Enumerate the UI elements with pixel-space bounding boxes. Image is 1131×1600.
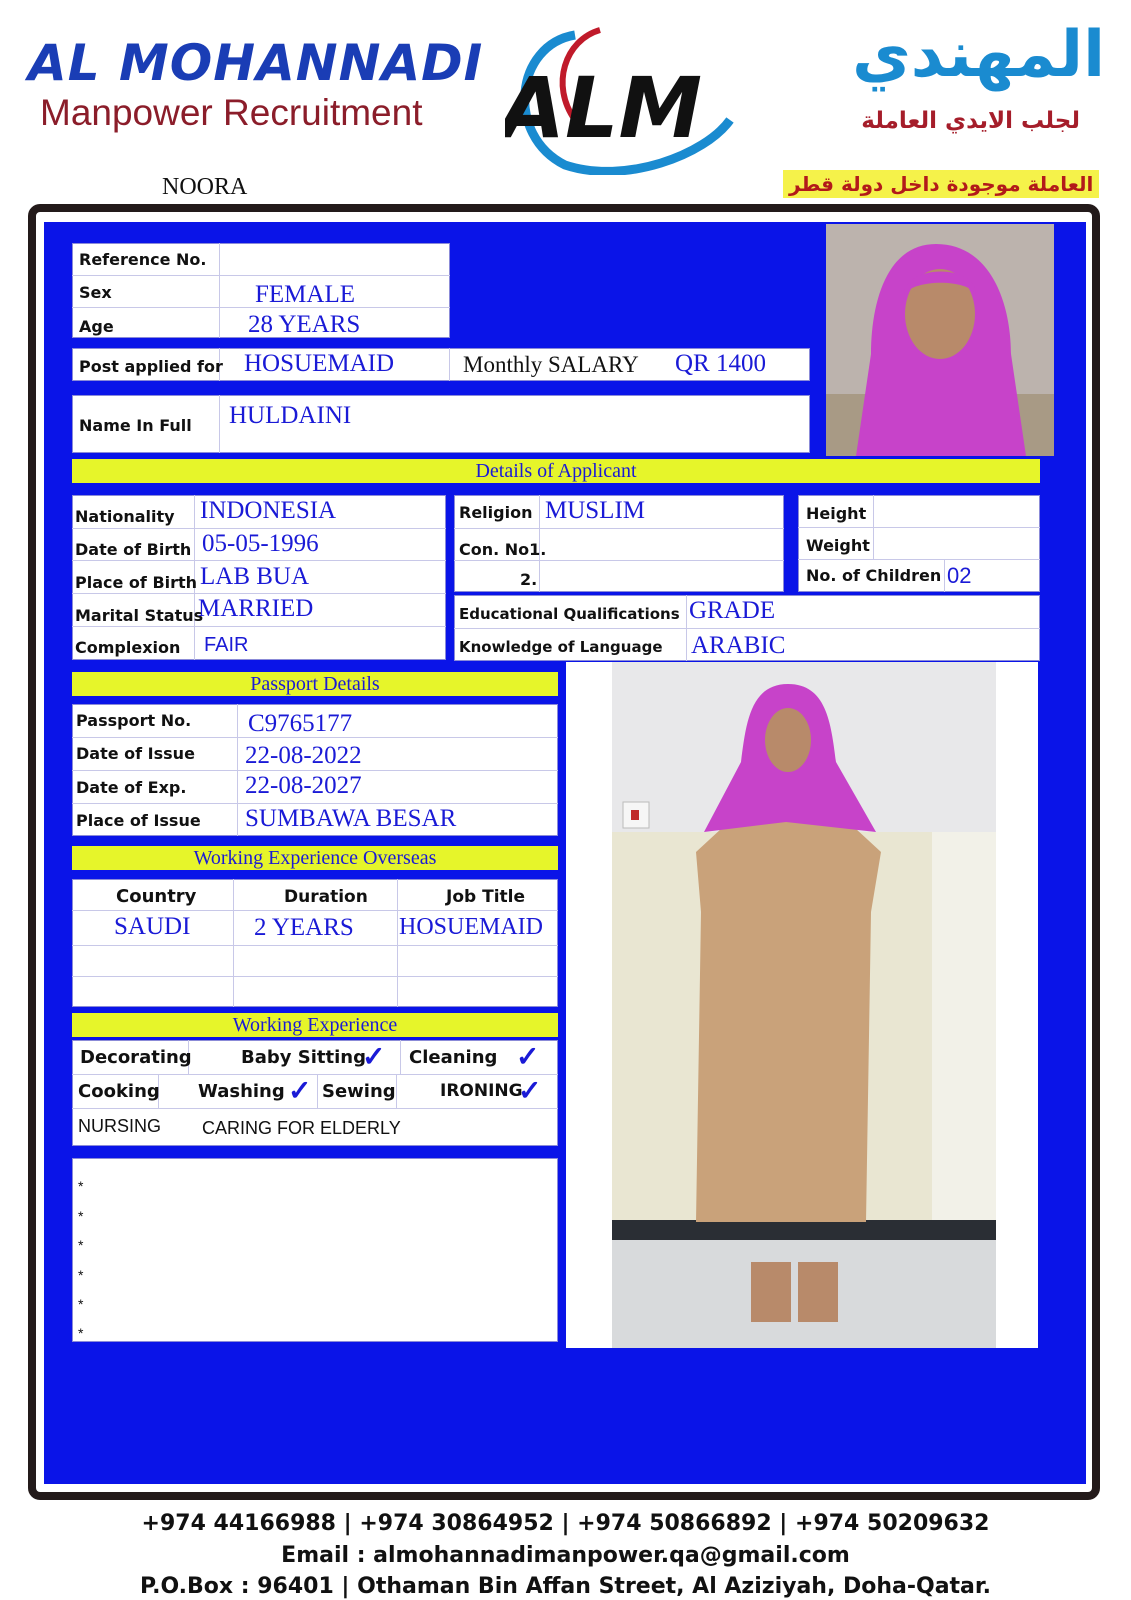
skill-caring-elderly: CARING FOR ELDERLY bbox=[202, 1118, 401, 1138]
candidate-label: NOORA bbox=[162, 174, 248, 200]
passport-no-label: Passport No. bbox=[76, 711, 192, 730]
pob-label: Place of Birth bbox=[75, 573, 198, 592]
salary-label: Monthly SALARY bbox=[463, 352, 639, 377]
post-value: HOSUEMAID bbox=[244, 350, 394, 377]
marital-label: Marital Status bbox=[75, 606, 204, 625]
footer-phones: +974 44166988 | +974 30864952 | +974 50866892 | +974 50209632 bbox=[141, 1511, 990, 1536]
name-value: HULDAINI bbox=[229, 402, 352, 429]
col-job-title: Job Title bbox=[446, 887, 525, 907]
passport-no-value: C9765177 bbox=[248, 710, 353, 737]
marital-value: MARRIED bbox=[198, 595, 314, 622]
note-bullet: * bbox=[78, 1178, 84, 1194]
notes-box bbox=[72, 1158, 558, 1342]
skill-sewing: Sewing bbox=[322, 1081, 396, 1102]
experience-section-title: Working Experience bbox=[72, 1013, 558, 1037]
details-section-title: Details of Applicant bbox=[72, 459, 1040, 483]
education-value: GRADE bbox=[689, 597, 776, 624]
alm-logo bbox=[505, 25, 735, 175]
education-label: Educational Qualifications bbox=[459, 605, 680, 623]
footer-email: Email : almohannadimanpower.qa@gmail.com bbox=[281, 1543, 850, 1568]
note-bullet: * bbox=[78, 1237, 84, 1253]
issue-date-label: Date of Issue bbox=[76, 744, 195, 763]
skill-decorating: Decorating bbox=[80, 1047, 192, 1068]
post-label: Post applied for bbox=[79, 357, 223, 376]
cleaning-check-icon: ✓ bbox=[516, 1041, 540, 1072]
note-bullet: * bbox=[78, 1325, 84, 1341]
note-bullet: * bbox=[78, 1296, 84, 1312]
sex-label: Sex bbox=[79, 283, 112, 302]
passport-section-title: Passport Details bbox=[72, 672, 558, 696]
overseas-job-title: HOSUEMAID bbox=[399, 914, 543, 940]
brand-name-arabic: المهندي bbox=[852, 18, 1105, 92]
issue-date-value: 22-08-2022 bbox=[245, 742, 362, 769]
arabic-notice-badge: العاملة موجودة داخل دولة قطر bbox=[783, 170, 1099, 198]
dob-label: Date of Birth bbox=[75, 540, 192, 559]
age-label: Age bbox=[79, 317, 114, 336]
logo-text: ALM bbox=[505, 59, 703, 157]
exp-date-label: Date of Exp. bbox=[76, 778, 187, 797]
skill-baby-sitting: Baby Sitting bbox=[241, 1047, 366, 1068]
overseas-section-title: Working Experience Overseas bbox=[72, 846, 558, 870]
nationality-label: Nationality bbox=[75, 507, 175, 526]
name-label: Name In Full bbox=[79, 416, 192, 435]
language-value: ARABIC bbox=[691, 632, 786, 659]
brand-subtitle-arabic: لجلب الايدي العاملة bbox=[861, 108, 1080, 134]
age-value: 28 YEARS bbox=[248, 311, 361, 338]
skill-nursing: NURSING bbox=[78, 1116, 162, 1136]
exp-date-value: 22-08-2027 bbox=[245, 772, 362, 799]
col-country: Country bbox=[116, 886, 197, 907]
ironing-check-icon: ✓ bbox=[518, 1075, 542, 1106]
note-bullet: * bbox=[78, 1267, 84, 1283]
brand-subtitle: Manpower Recruitment bbox=[40, 92, 423, 133]
contact-2-label: 2. bbox=[520, 570, 538, 589]
washing-check-icon: ✓ bbox=[288, 1075, 312, 1106]
skill-ironing: IRONING bbox=[440, 1081, 523, 1101]
brand-name-english: AL MOHANNADI bbox=[28, 34, 484, 92]
overseas-country: SAUDI bbox=[114, 913, 191, 940]
skill-cleaning: Cleaning bbox=[409, 1047, 498, 1068]
salary-value: QR 1400 bbox=[675, 350, 766, 377]
reference-label: Reference No. bbox=[79, 250, 207, 269]
weight-label: Weight bbox=[806, 536, 870, 555]
religion-value: MUSLIM bbox=[545, 497, 646, 524]
applicant-full-length-photo bbox=[566, 662, 1038, 1348]
place-of-issue-label: Place of Issue bbox=[76, 811, 201, 830]
footer-address: P.O.Box : 96401 | Othaman Bin Affan Street, Al Aziziyah, Doha-Qatar. bbox=[140, 1574, 991, 1599]
children-value: 02 bbox=[947, 563, 972, 588]
language-label: Knowledge of Language bbox=[459, 638, 663, 656]
applicant-portrait-photo bbox=[826, 224, 1054, 456]
nationality-value: INDONESIA bbox=[200, 497, 337, 524]
contact-1-label: Con. No1. bbox=[459, 540, 547, 559]
height-label: Height bbox=[806, 504, 867, 523]
skill-washing: Washing bbox=[198, 1081, 285, 1102]
place-of-issue-value: SUMBAWA BESAR bbox=[245, 805, 457, 832]
col-duration: Duration bbox=[284, 887, 368, 907]
baby-sitting-check-icon: ✓ bbox=[362, 1041, 386, 1072]
children-label: No. of Children bbox=[806, 566, 942, 585]
overseas-duration: 2 YEARS bbox=[254, 914, 354, 941]
complexion-label: Complexion bbox=[75, 638, 181, 657]
dob-value: 05-05-1996 bbox=[202, 530, 319, 557]
sex-value: FEMALE bbox=[255, 281, 355, 308]
note-bullet: * bbox=[78, 1208, 84, 1224]
pob-value: LAB BUA bbox=[200, 563, 310, 590]
religion-label: Religion bbox=[459, 503, 533, 522]
complexion-value: FAIR bbox=[204, 634, 249, 656]
skill-cooking: Cooking bbox=[78, 1081, 160, 1102]
